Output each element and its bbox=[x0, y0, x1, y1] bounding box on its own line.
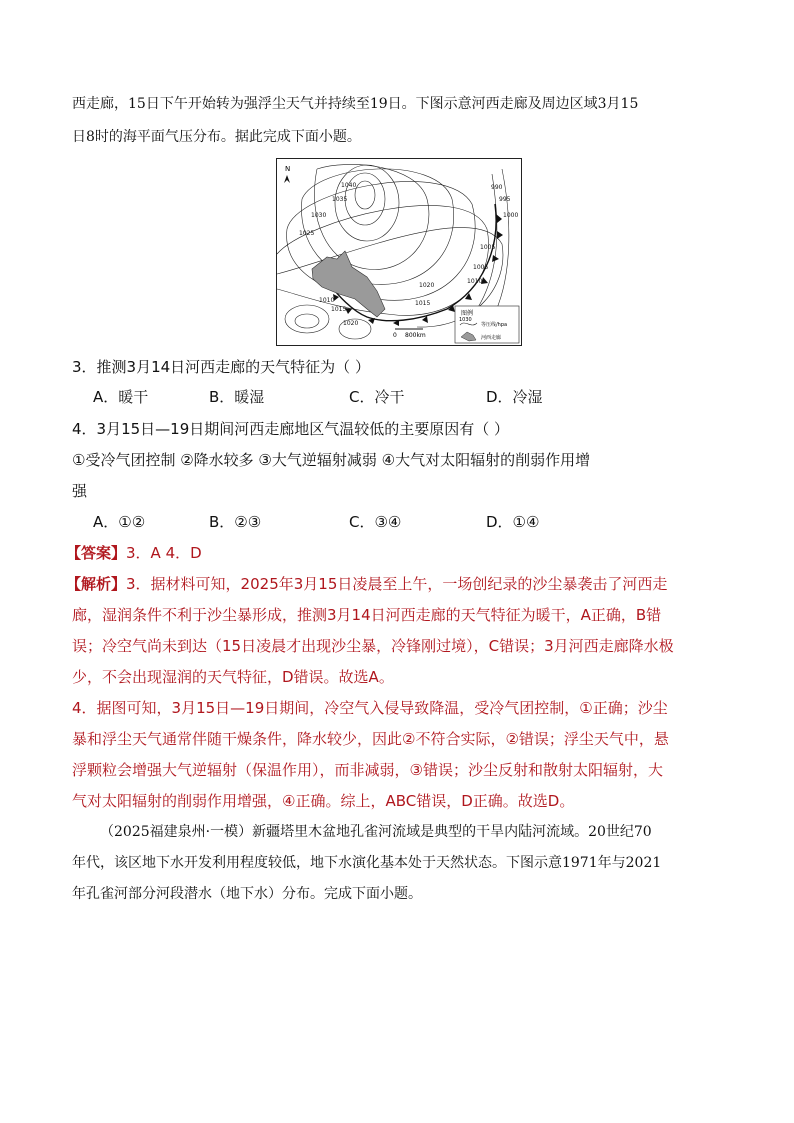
analysis-line-7: 浮颗粒会增强大气逆辐射（保温作用），而非减弱，③错误；沙尘反射和散射太阳辐射，大 bbox=[72, 761, 663, 779]
north-arrow-icon bbox=[284, 175, 290, 183]
answer-tag: 【答案】 bbox=[66, 544, 127, 562]
isobar-label: 1030 bbox=[311, 212, 327, 219]
isobar-label: 1005 bbox=[480, 244, 496, 251]
isobar-label: 1000 bbox=[503, 212, 519, 219]
legend-corridor-text: 河西走廊 bbox=[481, 335, 502, 341]
next-material-line-3: 年孔雀河部分河段潜水（地下水）分布。完成下面小题。 bbox=[72, 886, 422, 902]
answer-text: 3．A 4．D bbox=[126, 544, 202, 562]
isobar-label: 1035 bbox=[332, 196, 348, 203]
question-4-stem: 4．3月15日—19日期间河西走廊地区气温较低的主要原因有（ ） bbox=[72, 420, 510, 438]
legend-title: 图例 bbox=[461, 310, 474, 317]
question-3-stem: 3．推测3月14日河西走廊的天气特征为（ ） bbox=[72, 358, 370, 376]
scale-label: 800km bbox=[405, 332, 426, 339]
q3-option-b: B．暖湿 bbox=[209, 388, 265, 406]
q3-option-d: D．冷湿 bbox=[486, 388, 543, 406]
isobar-label: 990 bbox=[491, 184, 503, 191]
analysis-line-2: 廊，湿润条件不利于沙尘暴形成，推测3月14日河西走廊的天气特征为暖干，A正确，B错 bbox=[72, 606, 662, 624]
isobar-label: 1025 bbox=[299, 230, 315, 237]
isobar-label: 1040 bbox=[341, 182, 357, 189]
analysis-line-4: 少，不会出现湿润的天气特征，D错误。故选A。 bbox=[72, 668, 394, 686]
legend-isobar-text: 等压线/hpa bbox=[481, 322, 508, 328]
isobar-label: 1005 bbox=[473, 264, 489, 271]
answer-line bbox=[66, 542, 202, 563]
intro-line-2: 日8时的海平面气压分布。据此完成下面小题。 bbox=[72, 129, 361, 145]
analysis-tag: 【解析】 bbox=[66, 575, 127, 593]
question-4-items-line-2: 强 bbox=[72, 482, 88, 500]
isobar-label: 1020 bbox=[419, 282, 435, 289]
analysis-line-5: 4．据图可知，3月15日—19日期间，冷空气入侵导致降温，受冷气团控制，①正确；沙尘 bbox=[72, 699, 668, 717]
analysis-line-1 bbox=[66, 573, 667, 594]
intro-line-1: 西走廊，15日下午开始转为强浮尘天气并持续至19日。下图示意河西走廊及周边区域3月15 bbox=[72, 96, 639, 112]
isobar-label: 1010 bbox=[467, 278, 483, 285]
next-material-line-1: （2025福建泉州·一模）新疆塔里木盆地孔雀河流域是典型的干旱内陆河流域。20世纪70 bbox=[100, 824, 652, 840]
q4-option-a: A．①② bbox=[93, 513, 146, 531]
isobar-label: 1020 bbox=[343, 320, 359, 327]
pressure-map-svg bbox=[277, 159, 521, 345]
q3-option-c: C．冷干 bbox=[349, 388, 405, 406]
question-4-items-line-1: ①受冷气团控制 ②降水较多 ③大气逆辐射减弱 ④大气对太阳辐射的削弱作用增 bbox=[72, 451, 591, 469]
next-material-line-2: 年代，该区地下水开发利用程度较低，地下水演化基本处于天然状态。下图示意1971年与2021 bbox=[72, 855, 662, 871]
analysis-text-1: 3．据材料可知，2025年3月15日凌晨至上午，一场创纪录的沙尘暴袭击了河西走 bbox=[126, 575, 668, 593]
isobar-label: 1015 bbox=[415, 300, 431, 307]
north-label: N bbox=[285, 165, 291, 173]
q4-option-c: C．③④ bbox=[349, 513, 402, 531]
isobar-label: 1010 bbox=[319, 297, 335, 304]
q4-option-d: D．①④ bbox=[486, 513, 540, 531]
isobar-label: 1015 bbox=[331, 306, 347, 313]
q4-option-b: B．②③ bbox=[209, 513, 262, 531]
sea-level-pressure-map bbox=[276, 158, 522, 346]
legend-isobar-value: 1030 bbox=[459, 317, 472, 323]
analysis-line-8: 气对太阳辐射的削弱作用增强，④正确。综上，ABC错误，D正确。故选D。 bbox=[72, 792, 575, 810]
isobar-label: 995 bbox=[499, 196, 511, 203]
analysis-line-6: 暴和浮尘天气通常伴随干燥条件，降水较少，因此②不符合实际，②错误；浮尘天气中，悬 bbox=[72, 730, 669, 748]
q3-option-a: A．暖干 bbox=[93, 388, 149, 406]
isobar-label-group bbox=[299, 182, 518, 327]
scale-zero: 0 bbox=[393, 332, 397, 339]
analysis-line-3: 误；冷空气尚未到达（15日凌晨才出现沙尘暴，冷锋刚过境），C错误；3月河西走廊降水极 bbox=[72, 637, 674, 655]
